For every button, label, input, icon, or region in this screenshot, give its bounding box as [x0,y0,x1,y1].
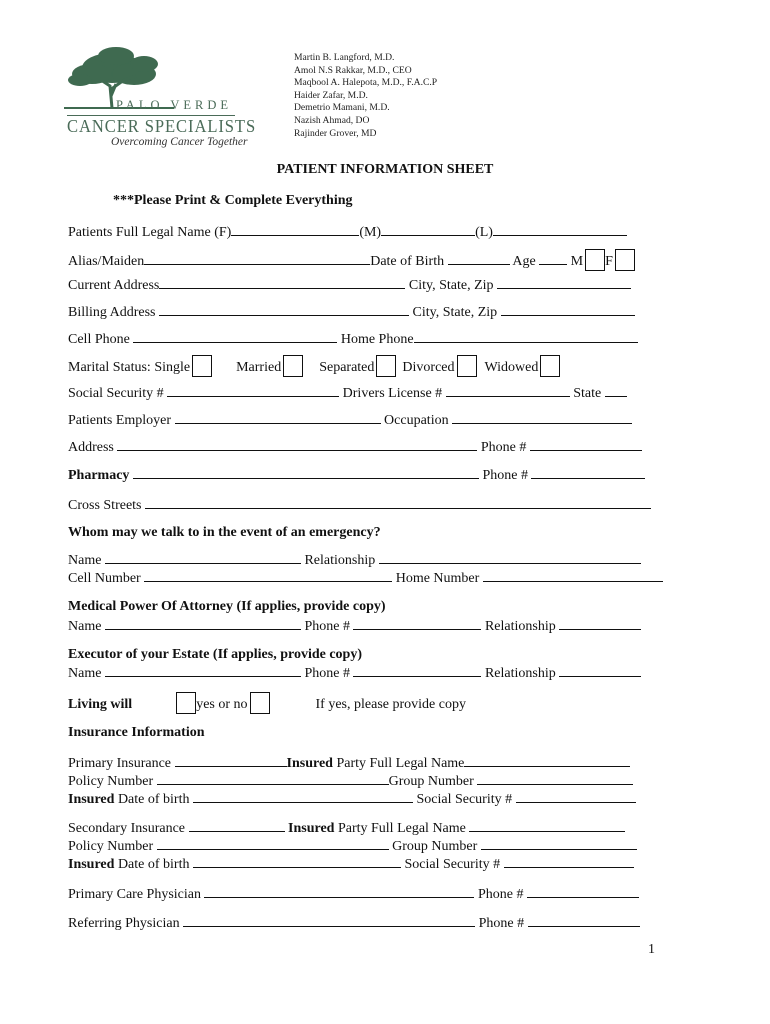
row-secondary-dob [68,854,634,873]
primary-care-field[interactable] [204,884,474,898]
label-separated: Separated [319,360,375,375]
billing-address-field[interactable] [159,302,409,316]
label-pharmacy-phone: Phone # [482,468,528,483]
executor-relationship-field[interactable] [559,663,641,677]
dob-field[interactable] [448,251,510,265]
last-name-field[interactable] [493,222,627,236]
sex-f-checkbox[interactable] [615,249,635,271]
emergency-home-field[interactable] [483,568,663,582]
label-secondary-insurance: Secondary Insurance [68,821,186,836]
brand-tagline: Overcoming Cancer Together [111,136,248,148]
row-executor [68,663,641,682]
row-employer-address [68,437,642,456]
label-insured-dob-2: Insured [68,857,115,872]
label-divorced: Divorced [402,360,455,375]
label-last: (L) [475,225,493,240]
label-group-number: Group Number [388,774,474,789]
living-will-yes-checkbox[interactable] [176,692,196,714]
label-date-of-birth-2: Date of birth [117,857,190,872]
row-mpoa [68,616,641,635]
label-insured-ssn-2: Social Security # [404,857,501,872]
physician-name: Maqbool A. Halepota, M.D., F.A.C.P [294,77,438,89]
insurance-heading: Insurance Information [68,725,205,740]
sex-m-checkbox[interactable] [585,249,605,271]
row-alias [68,249,635,271]
label-mpoa-name: Name [68,619,102,634]
executor-name-field[interactable] [105,663,301,677]
cross-streets-field[interactable] [145,495,651,509]
label-employer-phone: Phone # [480,440,527,455]
label-address: Address [68,440,114,455]
primary-insured-name-field[interactable] [464,753,630,767]
label-dob: Date of Birth [370,254,445,269]
label-employer: Patients Employer [68,413,172,428]
pharmacy-field[interactable] [133,465,479,479]
label-age: Age [512,254,536,269]
label-billing-city: City, State, Zip [412,305,498,320]
label-city-state-zip: City, State, Zip [408,278,494,293]
label-emergency-cell: Cell Number [68,571,141,586]
row-ssn [68,383,627,402]
mpoa-heading: Medical Power Of Attorney (If applies, provide copy) [68,599,386,614]
label-cell-phone: Cell Phone [68,332,130,347]
mpoa-relationship-field[interactable] [559,616,641,630]
referring-phone-field[interactable] [528,913,640,927]
primary-insured-dob-field[interactable] [193,789,413,803]
row-primary-insurance [68,753,630,772]
label-alias: Alias/Maiden [68,254,145,269]
secondary-policy-field[interactable] [157,836,389,850]
label-drivers-license: Drivers License # [342,386,443,401]
single-checkbox[interactable] [192,355,212,377]
row-pharmacy [68,465,645,484]
label-state: State [573,386,602,401]
label-insured: Insured [286,756,333,771]
cell-phone-field[interactable] [133,329,337,343]
secondary-insurance-field[interactable] [189,818,285,832]
pharmacy-phone-field[interactable] [531,465,645,479]
physician-name: Rajinder Grover, MD [294,127,377,139]
primary-insurance-field[interactable] [175,753,287,767]
primary-insured-ssn-field[interactable] [516,789,636,803]
employer-phone-field[interactable] [530,437,642,451]
executor-phone-field[interactable] [353,663,481,677]
label-pharmacy: Pharmacy [68,468,130,483]
employer-field[interactable] [175,410,381,424]
middle-name-field[interactable] [381,222,475,236]
label-referring: Referring Physician [68,916,180,931]
divorced-checkbox[interactable] [457,355,477,377]
row-cross-streets [68,495,651,514]
label-insured-2: Insured [288,821,335,836]
current-city-field[interactable] [497,275,631,289]
label-primary-care: Primary Care Physician [68,887,201,902]
row-employer [68,410,632,429]
mpoa-name-field[interactable] [105,616,301,630]
row-primary-dob [68,789,636,808]
label-living-will: Living will [68,697,133,712]
page-number: 1 [648,942,655,957]
label-executor-relationship: Relationship [484,666,556,681]
label-widowed: Widowed [484,360,539,375]
emergency-name-field[interactable] [105,550,301,564]
secondary-insured-name-field[interactable] [469,818,625,832]
row-billing-address [68,302,635,321]
emergency-cell-field[interactable] [144,568,392,582]
row-current-address [68,275,631,294]
employer-address-field[interactable] [117,437,477,451]
label-date-of-birth: Date of birth [117,792,190,807]
row-referring [68,913,640,932]
row-marital-status [68,355,560,377]
billing-city-field[interactable] [501,302,635,316]
label-executor-name: Name [68,666,102,681]
primary-policy-field[interactable] [157,771,389,785]
brand-name-top: PALO VERDE [116,98,233,112]
emergency-heading: Whom may we talk to in the event of an emergency? [68,525,381,540]
first-name-field[interactable] [231,222,359,236]
secondary-group-field[interactable] [481,836,637,850]
drivers-license-field[interactable] [446,383,570,397]
age-field[interactable] [539,251,567,265]
label-current-address: Current Address [68,278,160,293]
label-primary-care-phone: Phone # [477,887,524,902]
label-yes-or-no: yes or no [196,697,248,712]
ssn-field[interactable] [167,383,339,397]
label-emergency-relationship: Relationship [304,553,376,568]
label-party-name-2: Party Full Legal Name [337,821,466,836]
row-emergency-numbers [68,568,663,587]
executor-heading: Executor of your Estate (If applies, provide copy) [68,647,362,662]
label-mpoa-relationship: Relationship [484,619,556,634]
referring-field[interactable] [183,913,475,927]
label-mpoa-phone: Phone # [304,619,350,634]
label-billing-address: Billing Address [68,305,156,320]
state-field[interactable] [605,383,627,397]
row-living-will [68,692,466,714]
current-address-field[interactable] [159,275,405,289]
label-ssn: Social Security # [68,386,164,401]
label-policy-number-2: Policy Number [68,839,154,854]
physician-name: Demetrio Mamani, M.D. [294,102,390,114]
row-full-name [68,222,627,241]
mpoa-phone-field[interactable] [353,616,481,630]
label-cross-streets: Cross Streets [68,498,142,513]
row-primary-care [68,884,639,903]
label-sex-m: M [570,254,584,269]
physician-name: Amol N.S Rakkar, M.D., CEO [294,64,412,76]
secondary-insured-dob-field[interactable] [193,854,401,868]
label-insured-ssn: Social Security # [416,792,513,807]
physician-name: Nazish Ahmad, DO [294,114,370,126]
widowed-checkbox[interactable] [540,355,560,377]
label-insured-dob: Insured [68,792,115,807]
physician-name: Martin B. Langford, M.D. [294,52,395,63]
secondary-insured-ssn-field[interactable] [504,854,634,868]
row-secondary-insurance [68,818,625,837]
occupation-field[interactable] [452,410,632,424]
label-policy-number: Policy Number [68,774,154,789]
label-middle: (M) [359,225,382,240]
label-home-phone: Home Phone [340,332,414,347]
label-executor-phone: Phone # [304,666,350,681]
label-party-name: Party Full Legal Name [336,756,465,771]
emergency-relationship-field[interactable] [379,550,641,564]
label-group-number-2: Group Number [392,839,478,854]
separated-checkbox[interactable] [376,355,396,377]
brand-name-bottom: CANCER SPECIALISTS [67,116,257,136]
physician-name: Haider Zafar, M.D. [294,89,368,101]
page-title [0,162,770,178]
instructions: ***Please Print & Complete Everything [113,193,353,208]
label-occupation: Occupation [384,413,449,428]
living-will-no-checkbox[interactable] [250,692,270,714]
physician-list [294,52,437,140]
living-will-note: If yes, please provide copy [315,697,466,712]
home-phone-field[interactable] [414,329,638,343]
row-phones [68,329,638,348]
label-emergency-name: Name [68,553,102,568]
label-marital-single: Marital Status: Single [68,360,191,375]
primary-care-phone-field[interactable] [527,884,639,898]
label-primary-insurance: Primary Insurance [68,756,172,771]
label-sex-f: F [605,254,613,269]
label-married: Married [236,360,282,375]
label-referring-phone: Phone # [478,916,525,931]
married-checkbox[interactable] [283,355,303,377]
row-secondary-policy [68,836,637,855]
primary-group-field[interactable] [477,771,633,785]
alias-field[interactable] [144,251,370,265]
row-emergency-name [68,550,641,569]
page-title-text: PATIENT INFORMATION SHEET [276,162,494,177]
row-primary-policy [68,771,633,790]
label-full-name-first: Patients Full Legal Name (F) [68,225,232,240]
label-emergency-home: Home Number [395,571,480,586]
